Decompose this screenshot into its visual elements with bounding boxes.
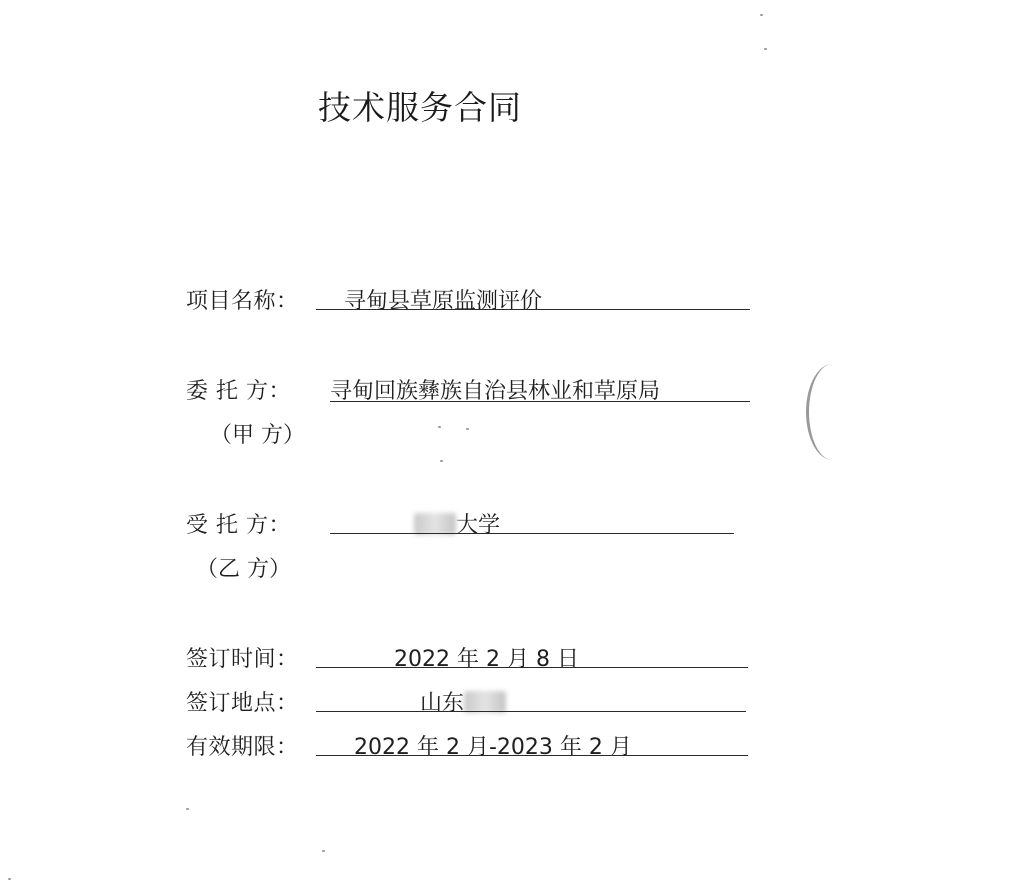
contractor-role-label: （乙 方） <box>196 557 291 582</box>
document-title: 技术服务合同 <box>318 88 522 127</box>
contractor-label: 受 托 方： <box>186 513 291 538</box>
redacted-university-name <box>414 513 456 535</box>
contractor-underline <box>330 533 734 534</box>
validity-label: 有效期限： <box>186 735 299 760</box>
sign-place-label: 签订地点： <box>186 691 299 716</box>
validity-value: 2022 年 2 月-2023 年 2 月 <box>354 735 632 760</box>
sign-date-value: 2022 年 2 月 8 日 <box>394 647 579 672</box>
client-role-label: （甲 方） <box>210 423 305 448</box>
scan-speck <box>8 878 11 880</box>
project-name-label: 项目名称： <box>186 289 299 314</box>
sign-date-label: 签订时间： <box>186 647 299 672</box>
sign-date-underline <box>316 667 748 668</box>
validity-underline <box>316 755 748 756</box>
redacted-city-name <box>464 691 506 713</box>
scan-speck <box>186 808 189 810</box>
project-name-underline <box>316 309 750 310</box>
scan-speck <box>466 428 469 430</box>
seal-edge-mark <box>806 364 859 460</box>
sign-place-underline <box>316 711 746 712</box>
client-underline <box>330 401 750 402</box>
client-value: 寻甸回族彝族自治县林业和草原局 <box>330 379 661 404</box>
sign-place-value <box>420 686 506 717</box>
sign-place-prefix: 山东 <box>420 691 465 716</box>
client-label: 委 托 方： <box>186 379 291 404</box>
scan-speck <box>764 48 767 50</box>
scan-speck <box>440 460 443 462</box>
contractor-value <box>414 508 500 539</box>
scan-speck <box>438 426 441 428</box>
project-name-value: 寻甸县草原监测评价 <box>344 289 543 314</box>
scan-speck <box>322 850 325 852</box>
scan-speck <box>760 14 763 16</box>
contractor-suffix: 大学 <box>456 513 501 538</box>
